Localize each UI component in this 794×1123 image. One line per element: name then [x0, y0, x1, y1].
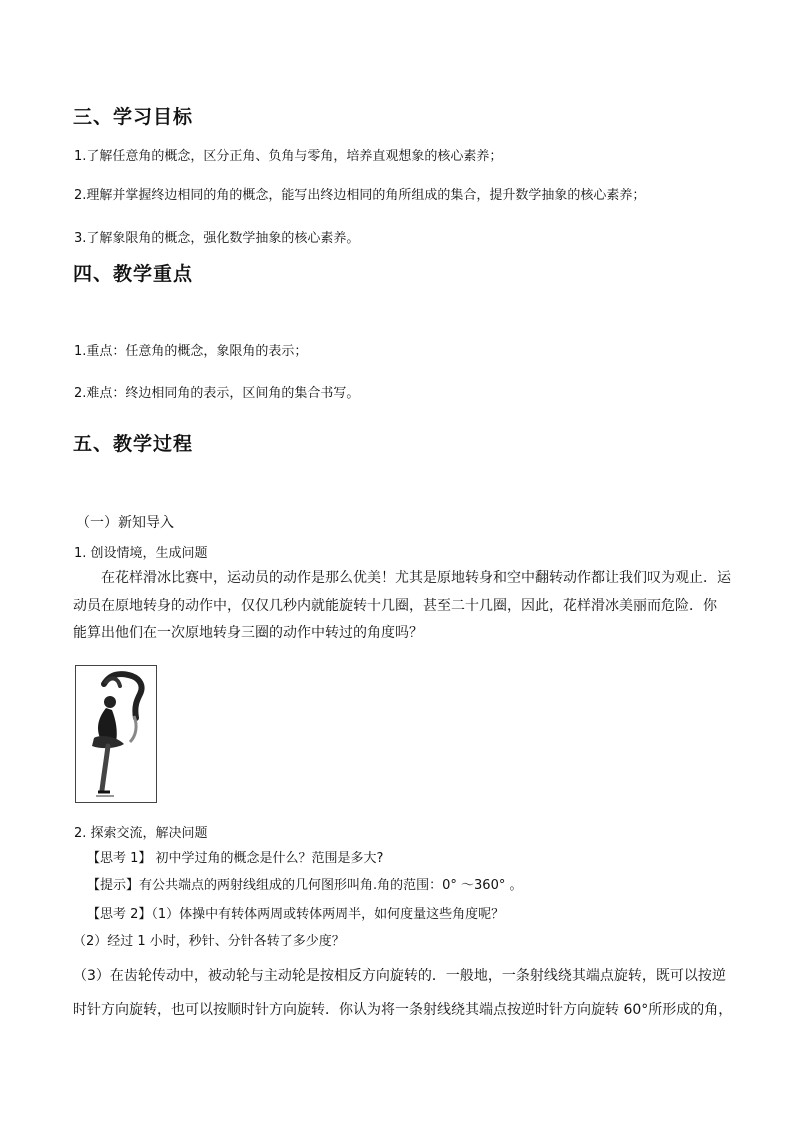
section-heading-key-points: 四、教学重点: [73, 263, 194, 285]
step-1-title: 1. 创设情境，生成问题: [74, 546, 208, 561]
section-heading-teaching-process: 五、教学过程: [73, 433, 194, 455]
goal-item-3: 3.了解象限角的概念，强化数学抽象的核心素养。: [74, 231, 360, 246]
figure-skater-icon: [76, 666, 156, 802]
think-2: 【思考 2】（1）体操中有转体两周或转体两周半，如何度量这些角度呢？: [87, 907, 505, 922]
subsection-intro: （一）新知导入: [76, 515, 174, 531]
step-2-title: 2. 探索交流，解决问题: [74, 826, 208, 841]
question-3-line-2: 时针方向旋转，也可以按顺时针方向旋转．你认为将一条射线绕其端点按逆时针方向旋转 60°所形成的角，: [73, 1002, 733, 1018]
intro-paragraph-line-1: 在花样滑冰比赛中，运动员的动作是那么优美！尤其是原地转身和空中翻转动作都让我们叹为观止．运: [101, 570, 731, 586]
question-2: （2）经过 1 小时，秒针、分针各转了多少度？: [73, 934, 345, 949]
goal-item-1: 1.了解任意角的概念，区分正角、负角与零角，培养直观想象的核心素养；: [74, 149, 503, 164]
key-point-item-2: 2.难点：终边相同角的表示，区间角的集合书写。: [74, 386, 360, 401]
figure-skater-image: [75, 665, 157, 803]
key-point-item-1: 1.重点：任意角的概念，象限角的表示；: [74, 344, 308, 359]
hint-1: 【提示】有公共端点的两射线组成的几何图形叫角.角的范围：0° ～360° 。: [87, 878, 523, 893]
section-heading-learning-goals: 三、学习目标: [73, 106, 194, 128]
question-3-line-1: （3）在齿轮传动中，被动轮与主动轮是按相反方向旋转的．一般地，一条射线绕其端点旋转，既可以按逆: [73, 968, 726, 984]
goal-item-2: 2.理解并掌握终边相同的角的概念，能写出终边相同的角所组成的集合，提升数学抽象的核心素养；: [74, 188, 646, 203]
think-1: 【思考 1】 初中学过角的概念是什么？范围是多大?: [87, 851, 384, 866]
intro-paragraph-line-3: 能算出他们在一次原地转身三圈的动作中转过的角度吗？: [73, 625, 423, 641]
intro-paragraph-line-2: 动员在原地转身的动作中，仅仅几秒内就能旋转十几圈，甚至二十几圈，因此，花样滑冰美丽而危险．你: [73, 598, 717, 614]
